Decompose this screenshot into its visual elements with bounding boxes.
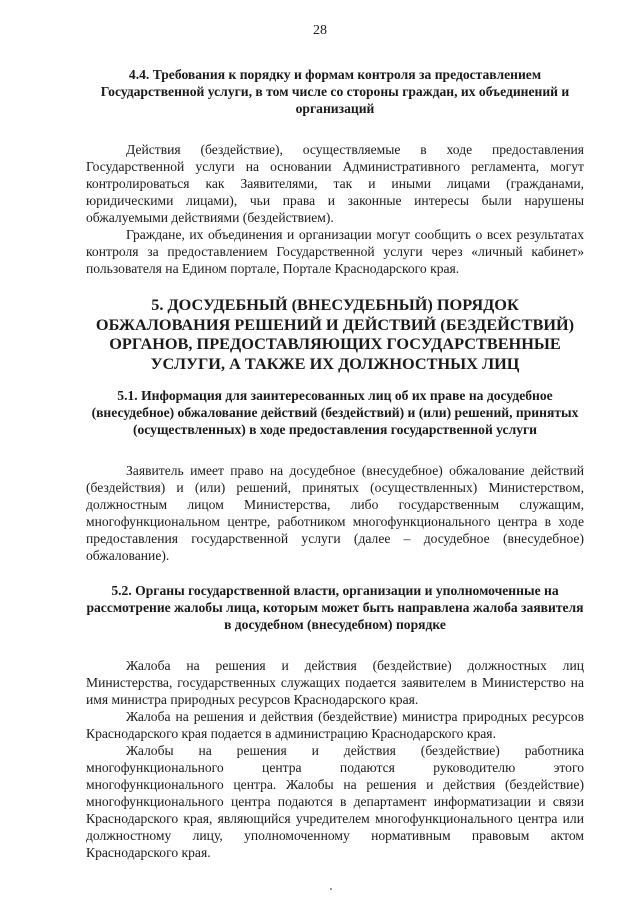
page-content xyxy=(86,66,584,861)
section-4-4-title: 4.4. Требования к порядку и формам контроля за предоставлением Государственной услуги, в том числе со стороны граждан, их объединений и организаций xyxy=(100,67,570,116)
section-5-2-title: 5.2. Органы государственной власти, организации и уполномоченные на рассмотрение жалобы лица, которым может быть направлена жалоба заявителя в досудебном (внесудебном) порядке xyxy=(86,583,584,632)
section-5-title: 5. ДОСУДЕБНЫЙ (ВНЕСУДЕБНЫЙ) ПОРЯДОК ОБЖАЛОВАНИЯ РЕШЕНИЙ И ДЕЙСТВИЙ (БЕЗДЕЙСТВИЙ) ОРГАНОВ, ПРЕДОСТАВЛЯЮЩИХ ГОСУДАРСТВЕННЫЕ УСЛУГИ, А ТАКЖЕ ИХ ДОЛЖНОСТНЫХ ЛИЦ xyxy=(95,295,575,373)
section-4-4-paragraph-2: Граждане, их объединения и организации могут сообщить о всех результатах контроля за предоставлением Государственной услуги через «личный кабинет» пользователя на Едином портале, Портале Краснодарского края. xyxy=(86,227,584,276)
scan-speck xyxy=(330,888,332,890)
section-5-2-paragraph-3: Жалобы на решения и действия (бездействие) работника многофункционального центра подаются руководителю этого многофункционального центра. Жалобы на решения и действия (бездействие) многофункционального центра подаются в департамент информатизации и связи Краснодарского края, являющийся учредителем многофункционального центра или должностному лицу, уполномоченному нормативным правовым актом Краснодарского края. xyxy=(86,743,584,860)
section-5-1-title: 5.1. Информация для заинтересованных лиц об их праве на досудебное (внесудебное) обжалование действий (бездействий) и (или) решений, принятых (осуществленных) в ходе предоставления государственной услуги xyxy=(91,388,579,437)
section-5-2-paragraph-1: Жалоба на решения и действия (бездействие) должностных лиц Министерства, государственных служащих подается заявителем в Министерство на имя министра природных ресурсов Краснодарского края. xyxy=(86,658,584,707)
page-number: 28 xyxy=(313,23,327,38)
section-5-1-paragraph-1: Заявитель имеет право на досудебное (внесудебное) обжалование действий (бездействия) и (или) решений, принятых (осуществленных) Министерством, должностным лицом Министерства, либо государственным служащим, многофункциональном центре, работником многофункционального центра в ходе предоставления государственной услуги (далее – досудебное (внесудебное) обжалование). xyxy=(86,463,584,563)
section-5-2-paragraph-2: Жалоба на решения и действия (бездействие) министра природных ресурсов Краснодарского края подается в администрацию Краснодарского края. xyxy=(86,709,584,741)
section-4-4-paragraph-1: Действия (бездействие), осуществляемые в ходе предоставления Государственной услуги на основании Административного регламента, могут контролироваться как Заявителями, так и иными лицами (гражданами, юридическими лицами), чьи права и законные интересы были нарушены обжалуемыми действиями (бездействием). xyxy=(86,142,584,225)
